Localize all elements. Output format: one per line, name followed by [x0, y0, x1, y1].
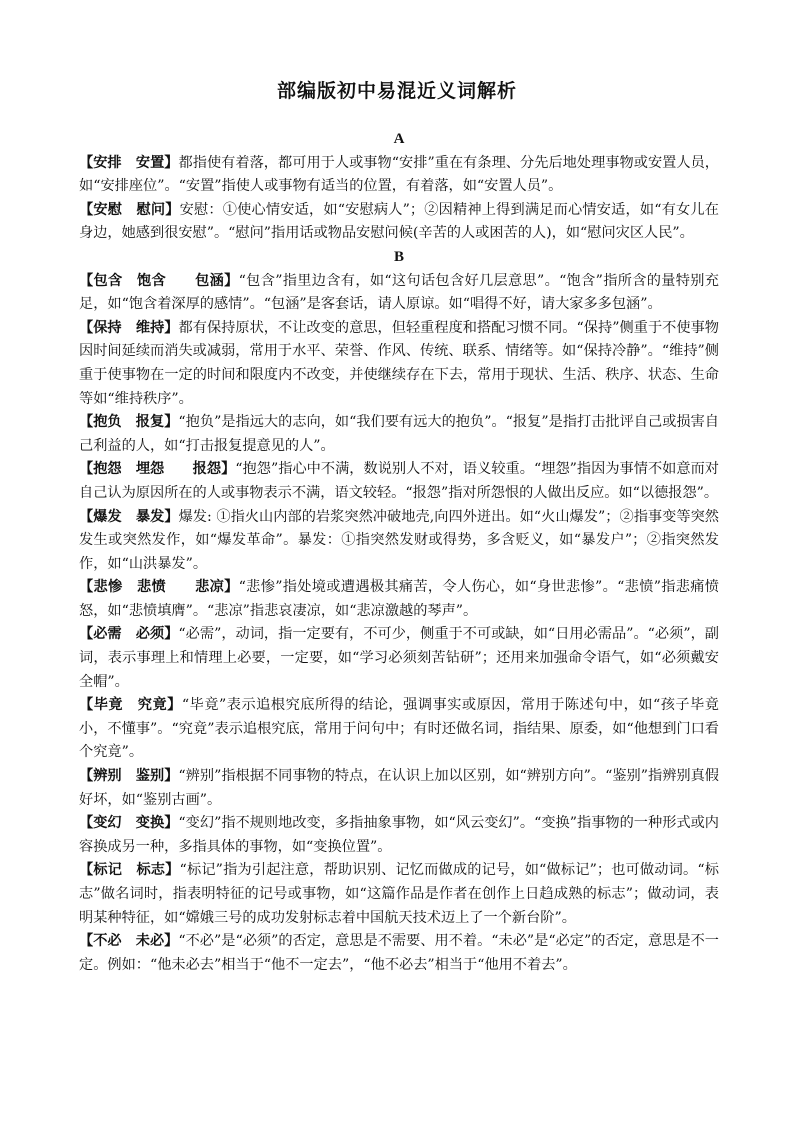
entry-headword: 【标记 标志】 — [79, 862, 180, 879]
entry-explanation: “悲惨”指处境或遭遇极其痛苦，令人伤心，如“身世悲惨”。“悲愤”指悲痛愤怒，如“悲愤填膺”。“悲凉”指悲哀凄凉，如“悲凉激越的琴声”。 — [79, 579, 719, 619]
entry-headword: 【保持 维持】 — [79, 319, 179, 336]
word-entry — [79, 859, 719, 930]
word-entry — [79, 270, 719, 317]
word-entry — [79, 694, 719, 765]
entry-headword: 【毕竟 究竟】 — [79, 697, 182, 714]
entry-explanation: 都有保持原状，不让改变的意思，但轻重程度和搭配习惯不同。“保持”侧重于不使事物因时间延续而消失或减弱，常用于水平、荣誉、作风、传统、联系、情绪等。如“保持冷静”。“维持”侧重于使事物在一定的时间和限度内不改变，并使继续存在下去，常用于现状、生活、秩序、状态、生命等如“维持秩序”。 — [79, 319, 719, 407]
entry-explanation: “抱怨”指心中不满，数说别人不对，语义较重。“埋怨”指因为事情不如意而对自己认为原因所在的人或事物表示不满，语文较轻。“报怨”指对所怨恨的人做出反应。如“以德报怨”。 — [79, 461, 719, 501]
entry-headword: 【安排 安置】 — [79, 154, 179, 171]
entry-explanation: “不必”是“必须”的否定，意思是不需要、用不着。“未必”是“必定”的否定，意思是不一定。例如：“他未必去”相当于“他不一定去”，“他不必去”相当于“他用不着去”。 — [79, 933, 719, 973]
entry-headword: 【变幻 变换】 — [79, 815, 179, 832]
entry-explanation: “辨别”指根据不同事物的特点，在认识上加以区别，如“辨别方向”。“鉴别”指辨别真假好坏，如“鉴别古画”。 — [79, 768, 719, 808]
section-letter: A — [393, 131, 405, 147]
entry-explanation: “包含”指里边含有，如“这句话包含好几层意思”。“饱含”指所含的量特别充足，如“饱含着深厚的感情”。“包涵”是客套话，请人原谅。如“唱得不好，请大家多多包涵”。 — [79, 272, 719, 313]
entry-explanation: 爆发: ①指火山内部的岩浆突然冲破地壳,向四外迸出。如“火山爆发”；②指事变等突然发生或突然发作，如“爆发革命”。暴发：①指突然发财或得势，多含贬义，如“暴发户”；②指突然发作，如“山洪暴发”。 — [79, 508, 719, 572]
entry-explanation: “抱负”是指远大的志向，如“我们要有远大的抱负”。“报复”是指打击批评自己或损害自己利益的人，如“打击报复提意见的人”。 — [79, 414, 719, 454]
entry-headword: 【辨别 鉴别】 — [79, 768, 179, 785]
section-letter: B — [393, 248, 404, 265]
word-entry — [79, 623, 719, 694]
word-entry — [79, 812, 719, 859]
entry-headword: 【安慰 慰问】 — [79, 201, 180, 218]
word-entry — [79, 506, 719, 577]
word-entry — [79, 152, 719, 199]
entry-explanation: “变幻”指不规则地改变，多指抽象事物，如“风云变幻”。“变换”指事物的一种形式或内容换成另一种，多指具体的事物，如“变换位置”。 — [79, 815, 719, 855]
entry-explanation: “毕竟”表示追根究底所得的结论，强调事实或原因，常用于陈述句中，如“孩子毕竟小，不懂事”。“究竟”表示追根究底，常用于问句中；有时还做名词，指结果、原委，如“他想到门口看个究竟”。 — [79, 697, 719, 761]
page-title: 部编版初中易混近义词解析 — [276, 80, 517, 102]
entry-explanation: “标记”指为引起注意，帮助识别、记忆而做成的记号，如“做标记”；也可做动词。“标志”做名词时，指表明特征的记号或事物，如“这篇作品是作者在创作上日趋成熟的标志”；做动词，表明某种特征，如“嫦娥三号的成功发射标志着中国航天技术迈上了一个新台阶”。 — [79, 862, 719, 926]
entry-headword: 【爆发 暴发】 — [79, 508, 179, 525]
word-entry — [79, 765, 719, 812]
entry-headword: 【不必 未必】 — [79, 933, 179, 950]
word-entry — [79, 317, 719, 411]
entry-headword: 【抱怨 埋怨 报怨】 — [79, 461, 236, 478]
entry-headword: 【悲惨 悲愤 悲凉】 — [79, 579, 239, 596]
entry-headword: 【抱负 报复】 — [79, 414, 179, 431]
word-entry — [79, 411, 719, 458]
entry-explanation: 安慰：①使心情安适，如“安慰病人”；②因精神上得到满足而心情安适，如“有女儿在身边，她感到很安慰”。“慰问”指用话或物品安慰问候(辛苦的人或困苦的人)，如“慰问灾区人民”。 — [79, 201, 719, 242]
entry-headword: 【包含 饱含 包涵】 — [79, 272, 239, 289]
word-entry — [79, 199, 719, 246]
word-entry — [79, 458, 719, 505]
document-body — [79, 128, 719, 977]
entry-explanation: 都指使有着落，都可用于人或事物“安排”重在有条理、分先后地处理事物或安置人员，如“安排座位”。“安置”指使人或事物有适当的位置，有着落，如“安置人员”。 — [79, 154, 719, 195]
word-entry — [79, 576, 719, 623]
word-entry — [79, 930, 719, 977]
entry-explanation: “必需”，动词，指一定要有，不可少，侧重于不可或缺，如“日用必需品”。“必须”，副词，表示事理上和情理上必要，一定要，如“学习必须刻苦钻研”；还用来加强命令语气，如“必须戴安全帽”。 — [79, 626, 719, 690]
entry-headword: 【必需 必须】 — [79, 626, 179, 643]
